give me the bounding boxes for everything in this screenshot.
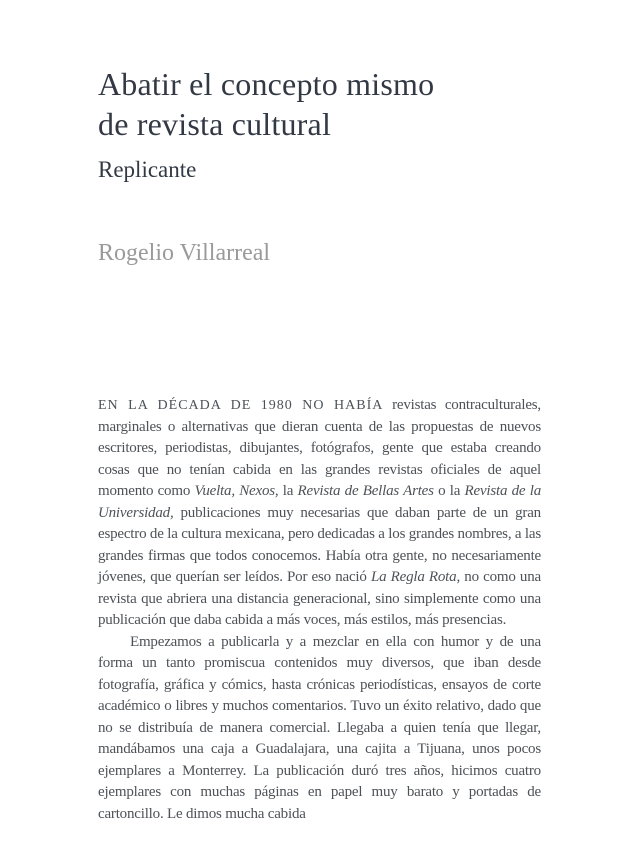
author-name: Rogelio Villarreal — [98, 240, 271, 266]
chapter-title — [98, 0, 541, 144]
body-text: , publicaciones muy necesarias que daban parte de un gran espectro de la cultura mexicana, pero dedicadas a los grandes nombres, a las grandes firmas que todos conocemos. Había otra gente, no necesariamente jóvenes, que querían ser leídos. Por eso nació — [98, 504, 541, 585]
work-title-italic: La Regla Rota — [370, 569, 457, 585]
body-text: revistas contraculturales, marginales o alternativas que dieran cuenta de las propuestas de nuevos escritores, periodistas, dibujantes, fotógrafos, gente que estaba creando cosas que no tenían cabida en las grandes revistas oficiales de aquel momento como — [98, 397, 541, 499]
body-text: o la — [433, 483, 465, 499]
body-text: la — [278, 483, 298, 499]
work-title-italic: Revista de Bellas Artes — [297, 483, 434, 499]
article-body — [98, 395, 541, 825]
lead-in-smallcaps: EN LA DÉCADA DE 1980 NO HABÍA — [98, 398, 393, 413]
body-text: Empezamos a publicarla y a mezclar en ella con humor y de una forma un tanto promiscua contenidos muy diversos, que iban desde fotografía, gráfica y cómics, hasta crónicas periodísticas, ensayos de corte académico o libres y muchos comentarios. Tuvo un éxito relativo, dado que no se distribuía de manera comercial. Llegaba a quien tenía que llegar, mandábamos una caja a Guadalajara, una cajita a Tijuana, unos pocos ejemplares a Monterrey. La publicación duró tres años, hicimos cuatro ejemplares con muchas páginas en papel muy barato y portadas de cartoncillo. Le dimos mucha cabida — [98, 633, 541, 822]
chapter-title-line-2: de revista cultural — [98, 106, 332, 142]
body-text: , no como una revista que abriera una distancia generacional, sino simplemente como una publicación que daba cabida a más voces, más estilos, más presencias. — [98, 569, 541, 628]
paragraph — [98, 395, 541, 632]
paragraph — [98, 632, 541, 826]
work-title-italic: Vuelta, Nexos, — [194, 483, 279, 499]
chapter-title-line-1: Abatir el concepto mismo — [98, 66, 435, 102]
chapter-subtitle: Replicante — [98, 157, 197, 182]
work-title-italic: Revista de la Universidad — [98, 483, 541, 521]
